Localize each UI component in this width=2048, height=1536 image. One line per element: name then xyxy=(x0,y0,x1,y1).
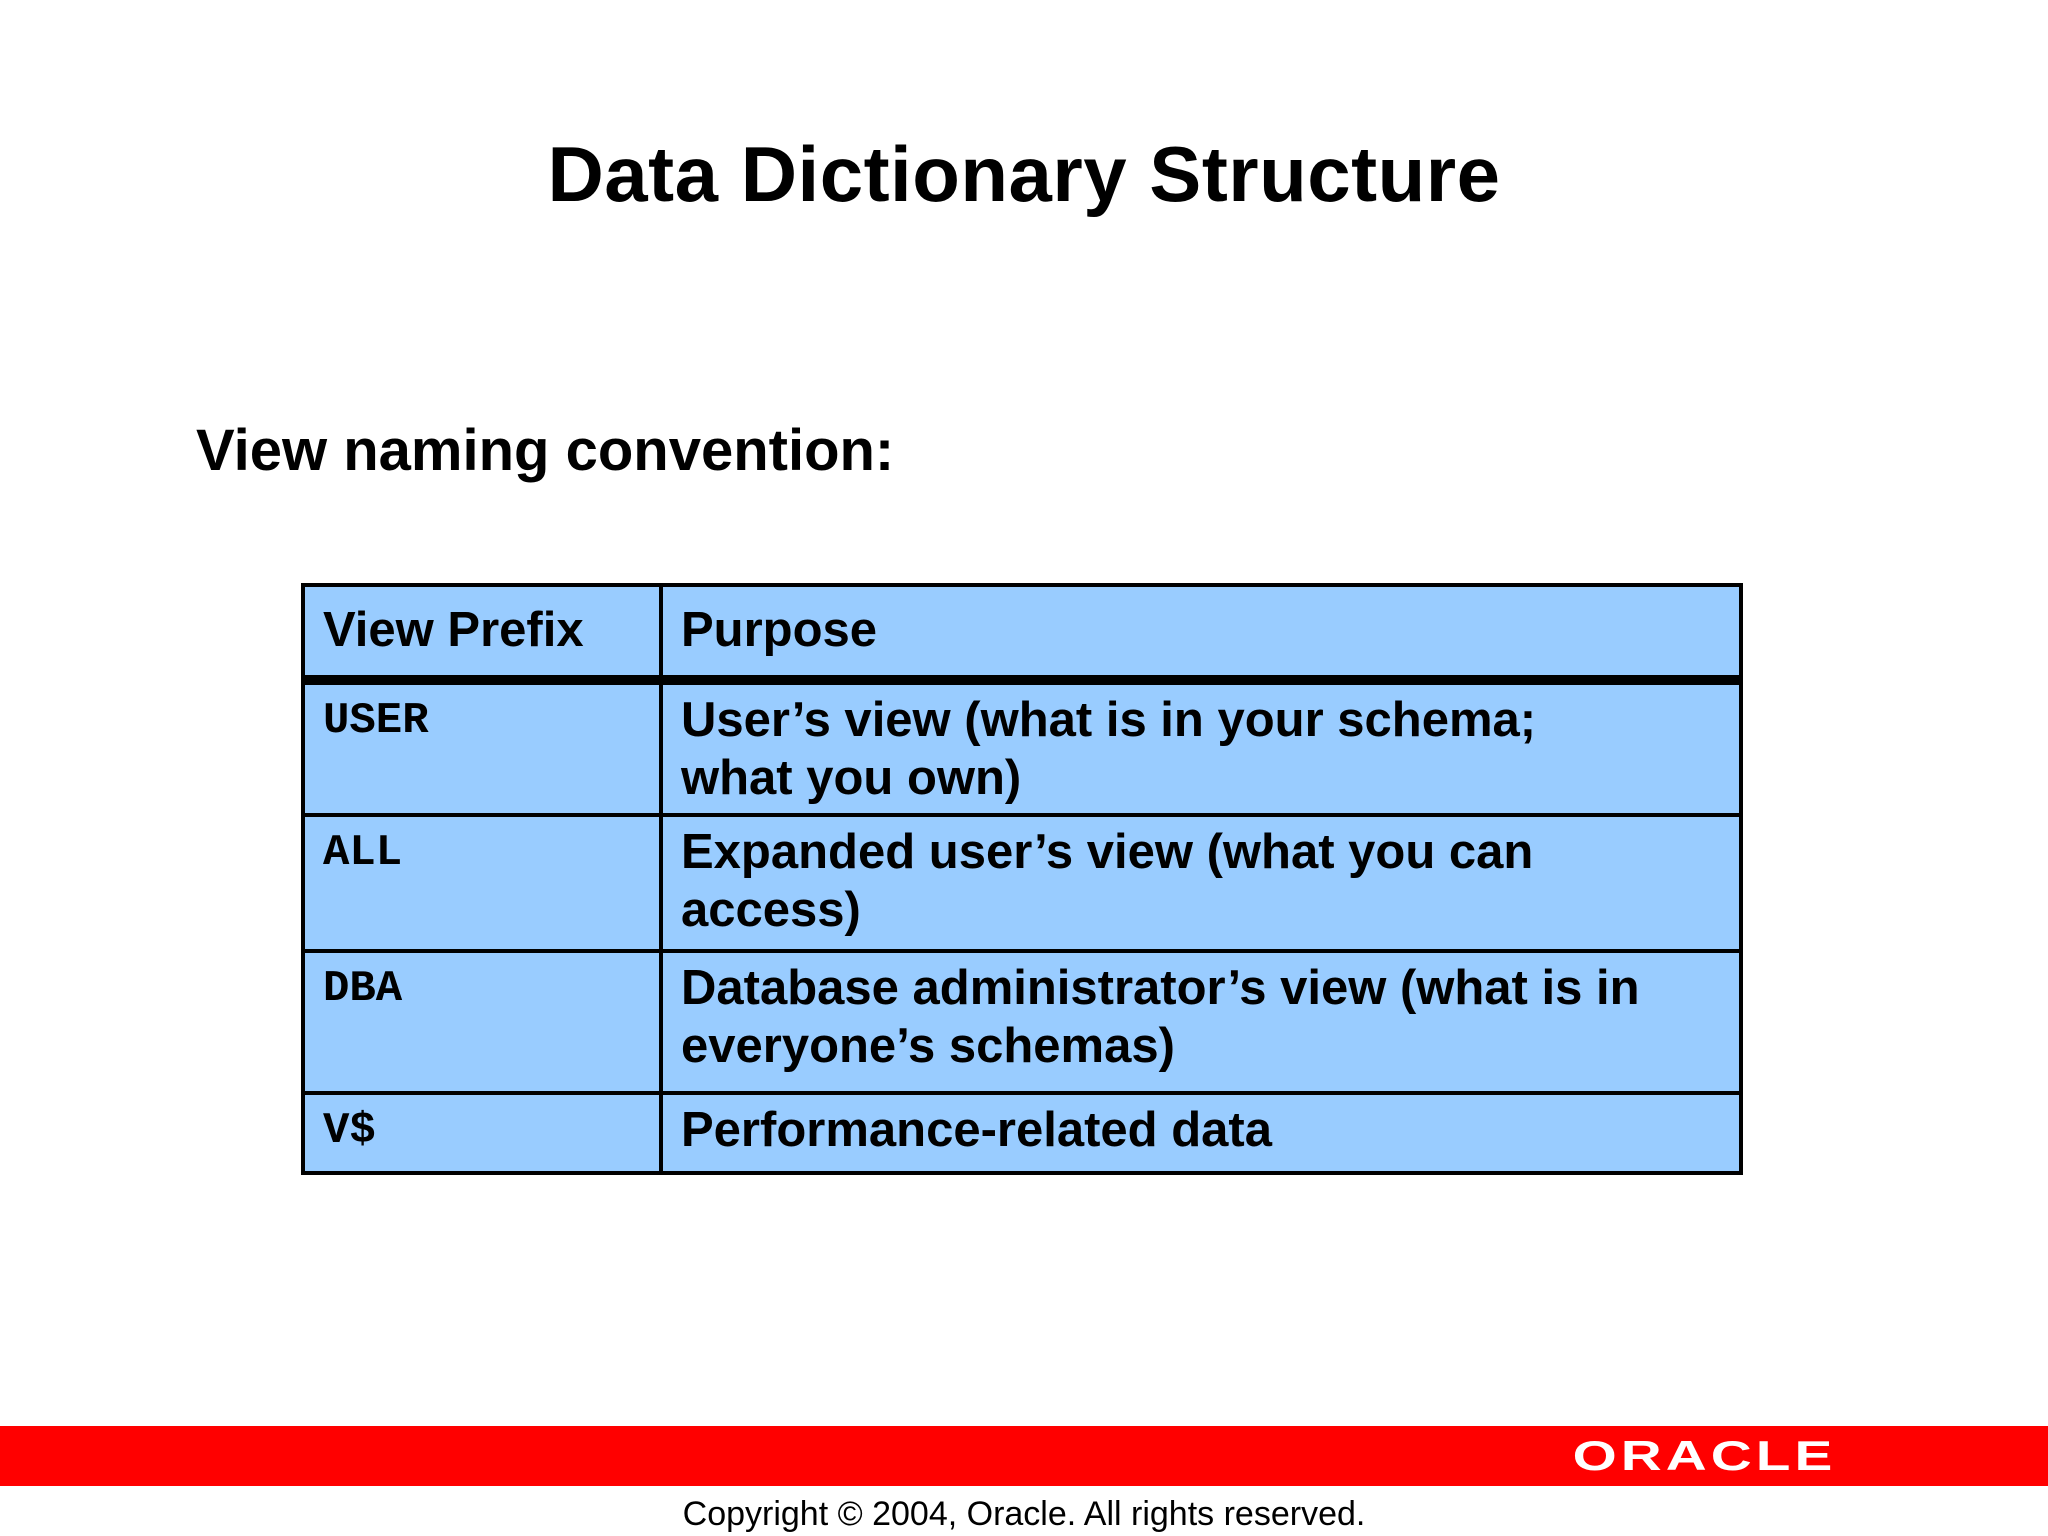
table-row xyxy=(303,680,1741,815)
purpose-line: Expanded user’s view (what you can xyxy=(681,825,1534,879)
purpose-cell xyxy=(661,680,1741,815)
view-prefix-table xyxy=(301,583,1743,1175)
table-row xyxy=(303,951,1741,1093)
purpose-line: everyone’s schemas) xyxy=(681,1019,1175,1073)
table-row xyxy=(303,1093,1741,1173)
purpose-cell xyxy=(661,1093,1741,1173)
oracle-logo: ORACLE xyxy=(1572,1432,1836,1479)
prefix-cell: ALL xyxy=(303,815,661,951)
purpose-line: User’s view (what is in your schema; xyxy=(681,693,1537,747)
prefix-cell: DBA xyxy=(303,951,661,1093)
copyright-notice: Copyright © 2004, Oracle. All rights reserved. xyxy=(682,1495,1366,1533)
purpose-line: Database administrator’s view (what is in xyxy=(681,961,1640,1015)
purpose-cell xyxy=(661,951,1741,1093)
slide-subtitle: View naming convention: xyxy=(196,418,895,483)
prefix-cell: V$ xyxy=(303,1093,661,1173)
purpose-line: access) xyxy=(681,883,861,937)
footer-bar xyxy=(0,1426,2048,1486)
purpose-line: Performance-related data xyxy=(681,1103,1272,1157)
slide-title: Data Dictionary Structure xyxy=(547,130,1501,218)
table-row xyxy=(303,815,1741,951)
purpose-cell xyxy=(661,815,1741,951)
header-purpose: Purpose xyxy=(661,585,1741,680)
header-view-prefix: View Prefix xyxy=(303,585,661,680)
purpose-line: what you own) xyxy=(681,751,1022,805)
table-header-row xyxy=(303,585,1741,680)
prefix-cell: USER xyxy=(303,680,661,815)
